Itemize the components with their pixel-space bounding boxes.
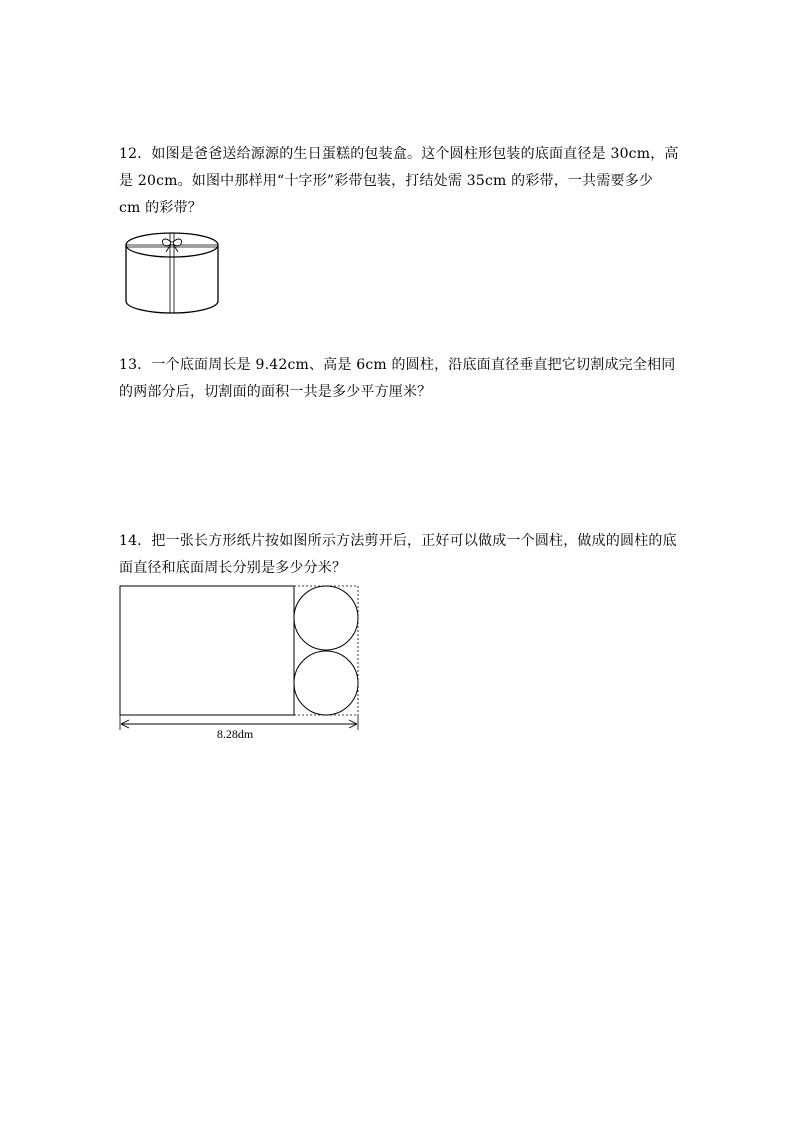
question-13-text <box>119 352 679 406</box>
question-12-number: 12． <box>119 146 152 162</box>
question-13-body: 一个底面周长是 9.42cm、高是 6cm 的圆柱，沿底面直径垂直把它切割成完全相同的两部分后，切割面的面积一共是多少平方厘米？ <box>119 357 676 400</box>
paper-cut-figure <box>119 584 364 748</box>
dimension-label: 8.28dm <box>216 727 254 741</box>
question-12 <box>119 141 679 222</box>
base-circle-top <box>294 586 358 650</box>
question-14 <box>119 528 679 582</box>
question-14-body: 把一张长方形纸片按如图所示方法剪开后，正好可以做成一个圆柱，做成的圆柱的底面直径和底面周长分别是多少分米？ <box>119 533 677 576</box>
paper-cut-diagram <box>119 584 364 744</box>
base-circle-bottom <box>294 651 358 715</box>
question-14-text <box>119 528 679 582</box>
gift-box-cylinder-icon <box>124 231 224 317</box>
question-13 <box>119 352 679 406</box>
lateral-rectangle <box>120 586 294 715</box>
question-14-number: 14． <box>119 533 152 549</box>
question-12-body: 如图是爸爸送给源源的生日蛋糕的包装盒。这个圆柱形包装的底面直径是 30cm，高是 20cm。如图中那样用“十字形”彩带包装，打结处需 35cm 的彩带，一共需要多少 cm 的彩带？ <box>119 146 679 216</box>
question-13-number: 13． <box>119 357 152 373</box>
cake-box-figure <box>124 231 224 321</box>
question-12-text <box>119 141 679 222</box>
